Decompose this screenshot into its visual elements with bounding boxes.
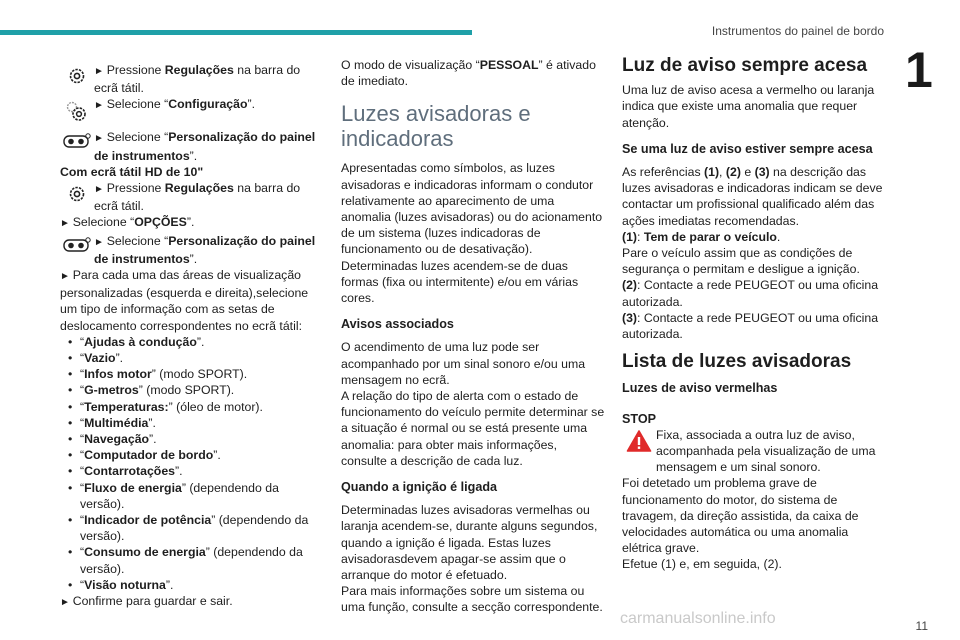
display-option-item: • “Infos motor” (modo SPORT). (60, 366, 322, 382)
heading-if-warning-on: Se uma luz de aviso estiver sempre acesa (622, 141, 873, 156)
references-paragraph: As referências (1), (2) e (3) na descrição das luzes avisadoras e indicadoras indicam se deve contactar um profissional qualificado além das ações imediatas recomendadas. (622, 165, 883, 228)
display-option-item: • “Ajudas à condução”. (60, 334, 322, 350)
heading-stop: STOP (622, 411, 657, 426)
step-select-options: ► Selecione “OPÇÕES”. (60, 215, 195, 230)
stop-description: Fixa, associada a outra luz de aviso, acompanhada pela visualização de uma mensagem e um sinal sonoro. (656, 427, 876, 475)
settings-gear-icon (60, 180, 94, 204)
step-confirm: ► Confirme para guardar e sair. (60, 594, 233, 609)
column-1 (60, 62, 322, 611)
display-option-item: • “Indicador de potência” (dependendo da versão). (60, 512, 322, 544)
associated-warnings-text-1: O acendimento de uma luz pode ser acompanhado por um sinal sonoro e/ou uma mensagem no ecrã. (341, 340, 586, 387)
ignition-on-text-1: Determinadas luzes avisadoras vermelhas ou laranja acendem-se, durante alguns segundos, quando a ignição é ligada. Estas luzes avisadorasdevem apagar-se assim que o arranque do motor é efetuado. (341, 503, 598, 583)
hd-touchscreen-heading: Com ecrã tátil HD de 10" (60, 164, 204, 179)
heading-red-warning-lamps: Luzes de aviso vermelhas (622, 381, 778, 396)
column-2 (341, 57, 606, 616)
step-press-settings: ► Pressione Regulações na barra do ecrã tátil. (60, 62, 322, 96)
section-heading-warning-lamps: Luzes avisadoras e indicadoras (341, 101, 531, 152)
personal-mode-paragraph: O modo de visualização “PESSOAL” é ativado de imediato. (341, 58, 596, 89)
warning-always-on-text: Uma luz de aviso acesa a vermelho ou laranja indica que existe uma anomalia que requer atenção. (622, 83, 875, 130)
step-select-configuration: ► Selecione “Configuração”. (60, 96, 322, 122)
display-option-item: • “Contarrotações”. (60, 463, 322, 479)
page-header-title: Instrumentos do painel de bordo (711, 24, 884, 38)
warning-lamps-intro: Apresentadas como símbolos, as luzes avisadoras e indicadoras informam o condutor relativamente ao aparecimento de uma anomalia (luzes avisadoras) ou do acionamento de um sistema (luzes indicadoras de funcionamento ou de desativação). Determinadas luzes acendem-se de duas formas (fixa ou intermitente) e/ou em várias cores. (341, 161, 603, 306)
column-3 (622, 55, 887, 573)
reference-1-text: Pare o veículo assim que as condições de segurança o permitam e desligue a ignição. (622, 246, 860, 277)
step-choose-display-type: ► Para cada uma das áreas de visualização personalizadas (esquerda e direita),selecione um tipo de informação com as setas de deslocamento correspondentes no ecrã tátil: (60, 268, 309, 333)
instrument-panel-icon (60, 129, 94, 149)
page-number: 11 (915, 619, 928, 633)
heading-ignition-on: Quando a ignição é ligada (341, 480, 498, 495)
heading-warning-lamps-list: Lista de luzes avisadoras (622, 351, 852, 373)
reference-2: (2): Contacte a rede PEUGEOT ou uma oficina autorizada. (622, 278, 879, 309)
instrument-panel-icon (60, 233, 94, 253)
display-option-item: • “Navegação”. (60, 431, 322, 447)
settings-gear-icon (60, 62, 94, 86)
heading-associated-warnings: Avisos associados (341, 317, 454, 332)
configuration-gears-icon (60, 96, 94, 122)
stop-cause: Foi detetado um problema grave de funcionamento do motor, do sistema de travagem, da direção assistida, da caixa de velocidades automática ou uma anomalia elétrica grave. (622, 476, 859, 556)
heading-warning-always-on: Luz de aviso sempre acesa (622, 55, 868, 76)
display-option-item: • “G-metros” (modo SPORT). (60, 382, 322, 398)
display-option-item: • “Visão noturna”. (60, 577, 322, 593)
display-option-item: • “Fluxo de energia” (dependendo da versão). (60, 480, 322, 512)
associated-warnings-text-2: A relação do tipo de alerta com o estado de funcionamento do veículo permite determinar se a situação é normal ou se está presente uma anomalia: para obter mais informações, consulte a descrição de cada luz. (341, 389, 605, 468)
display-option-item: • “Temperaturas:” (óleo de motor). (60, 399, 322, 415)
reference-3: (3): Contacte a rede PEUGEOT ou uma oficina autorizada. (622, 310, 879, 342)
stop-action: Efetue (1) e, em seguida, (2). (622, 557, 782, 572)
display-option-item: • “Consumo de energia” (dependendo da versão). (60, 544, 322, 576)
step-press-settings-hd: ► Pressione Regulações na barra do ecrã tátil. (60, 180, 322, 214)
watermark-text: carmanualsonline.info (620, 610, 776, 627)
display-option-item: • “Vazio”. (60, 350, 322, 366)
step-select-instrument-customisation: ► Selecione “Personalização do painel de instrumentos”. (60, 129, 322, 163)
display-option-item: • “Computador de bordo”. (60, 447, 322, 463)
ignition-on-text-2: Para mais informações sobre um sistema ou uma função, consulte a secção correspondente. (341, 584, 603, 615)
stop-warning-row (622, 427, 887, 476)
step-select-instrument-customisation-hd: ► Selecione “Personalização do painel de instrumentos”. (60, 233, 322, 267)
red-warning-triangle-icon (622, 427, 656, 453)
display-options-list (60, 334, 322, 593)
reference-1: (1): Tem de parar o veículo. (622, 229, 781, 244)
chapter-number: 1 (905, 42, 933, 98)
display-option-item: • “Multimédia”. (60, 415, 322, 431)
header-accent-bar (0, 30, 472, 35)
